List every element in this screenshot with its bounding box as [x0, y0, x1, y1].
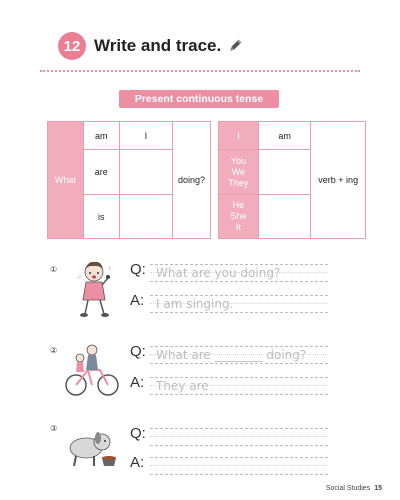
girl-singing-illustration [72, 258, 116, 318]
item-number: ① [50, 265, 58, 274]
answer-trace-line[interactable] [150, 377, 328, 395]
answer-trace-line[interactable] [150, 295, 328, 313]
verb-cell: am [83, 122, 119, 150]
doing-cell: doing? [173, 122, 211, 239]
what-cell: What [48, 122, 84, 239]
question-trace-line[interactable] [150, 346, 328, 364]
answer-trace-line[interactable] [150, 457, 328, 475]
grammar-table-question [47, 121, 211, 239]
svg-text:♫: ♫ [77, 274, 82, 280]
subject-cell: You We They [219, 150, 259, 195]
pencil-icon [227, 38, 243, 54]
verb-cell: are [83, 150, 119, 195]
item-number: ② [50, 346, 58, 355]
divider [40, 70, 360, 72]
question-trace-text: What are ________ doing? [156, 348, 307, 362]
exercise-title: Write and trace. [94, 36, 222, 55]
subject-cell-blank [119, 195, 172, 239]
answer-label: A: [130, 374, 145, 391]
question-trace-text: What are you doing? [156, 266, 281, 280]
question-label: Q: [130, 261, 146, 278]
grammar-banner: Present continuous tense [119, 90, 279, 108]
answer-label: A: [130, 292, 145, 309]
svg-text:♪: ♪ [108, 265, 112, 272]
question-label: Q: [130, 425, 146, 442]
item-number: ③ [50, 424, 58, 433]
page-number: 15 [374, 485, 382, 492]
answer-trace-text: They are [156, 379, 209, 393]
question-trace-line[interactable] [150, 264, 328, 282]
subject-cell-blank [119, 150, 172, 195]
exercise-number: 12 [58, 32, 86, 60]
grammar-table-answer [218, 121, 366, 239]
footer-section: Social Studies [325, 485, 371, 492]
question-label: Q: [130, 343, 146, 360]
verb-cell-blank [258, 195, 311, 239]
verb-cell-blank [258, 150, 311, 195]
answer-trace-text: I am singing. [156, 297, 234, 311]
page-footer [326, 485, 382, 492]
subject-cell: I [219, 122, 259, 150]
question-trace-line[interactable] [150, 428, 328, 446]
answer-label: A: [130, 454, 145, 471]
dog-eating-illustration [64, 420, 120, 470]
verb-ing-cell: verb + ing [311, 122, 366, 239]
subject-cell: I [119, 122, 172, 150]
verb-cell: am [258, 122, 311, 150]
verb-cell: is [83, 195, 119, 239]
family-bike-illustration [64, 340, 120, 398]
exercise-header [58, 32, 243, 60]
subject-cell: He She It [219, 195, 259, 239]
